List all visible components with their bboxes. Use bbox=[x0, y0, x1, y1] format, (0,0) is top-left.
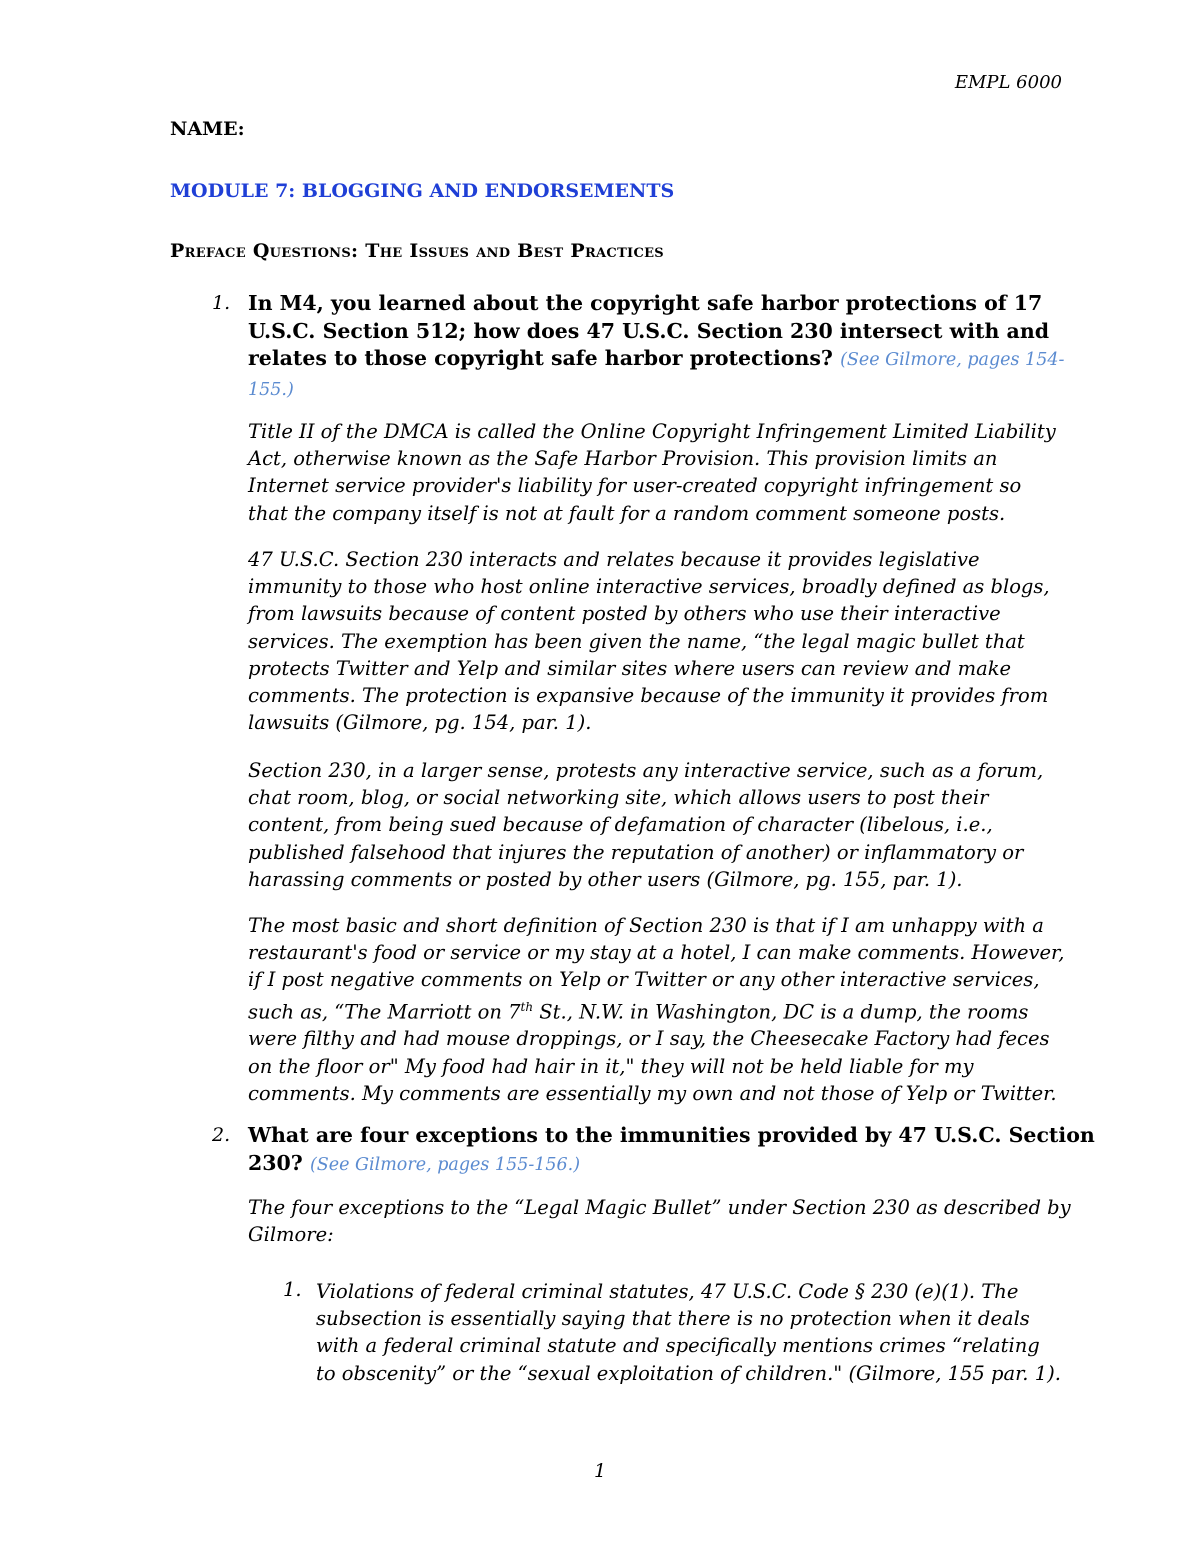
answer-paragraph bbox=[248, 546, 1048, 736]
question-1-line: In M4, you learned about the copyright safe harbor protections of 17 bbox=[248, 291, 1043, 315]
answer-paragraph bbox=[248, 912, 1065, 1107]
answer-line: that the company itself is not at fault for a random comment someone posts. bbox=[248, 501, 1006, 525]
question-2-reference: (See Gilmore, pages 155-156.) bbox=[309, 1154, 581, 1175]
answer-line: restaurant's food or service or my stay at a hotel, I can make comments. However, bbox=[248, 941, 1065, 965]
answer-line: from lawsuits because of content posted by others who use their interactive bbox=[248, 602, 1001, 626]
preface-heading: Preface Questions: The Issues and Best Practices bbox=[170, 240, 664, 262]
answer-paragraph bbox=[248, 1194, 1071, 1248]
answer-line: Act, otherwise known as the Safe Harbor Provision. This provision limits an bbox=[248, 447, 998, 471]
answer-line: protects Twitter and Yelp and similar sites where users can review and make bbox=[248, 656, 1012, 680]
question-1-reference: (See Gilmore, pages 154- bbox=[840, 350, 1065, 370]
answer-line: Gilmore: bbox=[248, 1223, 334, 1247]
answer-line: comments. The protection is expansive because of the immunity it provides from bbox=[248, 684, 1049, 708]
answer-line: lawsuits (Gilmore, pg. 154, par. 1). bbox=[248, 711, 592, 735]
question-2-line-2 bbox=[248, 1150, 1038, 1180]
question-2-number: 2. bbox=[212, 1124, 231, 1146]
sub-item bbox=[316, 1278, 1076, 1387]
answer-text: St., N.W. in Washington, DC is a dump, the rooms bbox=[533, 1000, 1029, 1024]
sub-item-line: with a federal criminal statute and specifically mentions crimes “relating bbox=[316, 1334, 1040, 1358]
answer-line: The four exceptions to the “Legal Magic Bullet” under Section 230 as described by bbox=[248, 1196, 1071, 1219]
question-2-line: What are four exceptions to the immunities provided by 47 U.S.C. Section bbox=[248, 1123, 1095, 1147]
question-1-reference-cont: 155.) bbox=[248, 379, 294, 400]
answer-paragraph bbox=[248, 418, 1056, 527]
answer-line bbox=[248, 994, 1048, 1026]
question-1 bbox=[248, 290, 1065, 404]
ordinal-superscript: th bbox=[520, 999, 534, 1014]
name-label: NAME: bbox=[170, 118, 245, 140]
sub-item-line: to obscenity” or the “sexual exploitation of children." (Gilmore, 155 par. 1). bbox=[316, 1361, 1061, 1385]
course-header: EMPL 6000 bbox=[954, 72, 1062, 93]
answer-line: Internet service provider's liability for user-created copyright infringement so bbox=[248, 474, 1022, 498]
question-1-number: 1. bbox=[212, 292, 231, 314]
sub-item-number: 1. bbox=[283, 1278, 302, 1301]
question-2 bbox=[248, 1122, 1095, 1179]
answer-line: immunity to those who host online interactive services, broadly defined as blogs, bbox=[248, 575, 1050, 599]
answer-line: The most basic and short definition of Section 230 is that if I am unhappy with a bbox=[248, 914, 1044, 937]
answer-line: Title II of the DMCA is called the Online Copyright Infringement Limited Liability bbox=[248, 420, 1056, 443]
answer-line: services. The exemption has been given the name, “the legal magic bullet that bbox=[248, 629, 1025, 653]
question-1-line: U.S.C. Section 512; how does 47 U.S.C. Section 230 intersect with and bbox=[248, 318, 1050, 343]
answer-paragraph bbox=[248, 757, 1048, 893]
question-1-text: relates to those copyright safe harbor protections? bbox=[248, 346, 833, 370]
answer-line: published falsehood that injures the reputation of another) or inflammatory or bbox=[248, 840, 1024, 864]
answer-line: were filthy and had mouse droppings, or I say, the Cheesecake Factory had feces bbox=[248, 1027, 1050, 1051]
module-title: MODULE 7: BLOGGING AND ENDORSEMENTS bbox=[170, 180, 675, 202]
answer-line: content, from being sued because of defamation of character (libelous, i.e., bbox=[248, 813, 993, 837]
answer-line: harassing comments or posted by other users (Gilmore, pg. 155, par. 1). bbox=[248, 867, 963, 891]
answer-line: 47 U.S.C. Section 230 interacts and relates because it provides legislative bbox=[248, 548, 980, 571]
answer-line: if I post negative comments on Yelp or Twitter or any other interactive services, bbox=[248, 968, 1040, 992]
answer-line: on the floor or" My food had hair in it," they will not be held liable for my bbox=[248, 1054, 974, 1078]
page-number: 1 bbox=[593, 1460, 607, 1482]
answer-text: such as, “The Marriott on 7 bbox=[248, 1000, 521, 1024]
question-2-text: 230? bbox=[248, 1150, 303, 1175]
answer-line: comments. My comments are essentially my own and not those of Yelp or Twitter. bbox=[248, 1081, 1057, 1105]
question-1-line-3 bbox=[248, 345, 1065, 375]
answer-line: chat room, blog, or social networking site, which allows users to post their bbox=[248, 786, 989, 810]
sub-item-line: Violations of federal criminal statutes, 47 U.S.C. Code § 230 (e)(1). The bbox=[316, 1280, 1019, 1303]
sub-item-line: subsection is essentially saying that there is no protection when it deals bbox=[316, 1307, 1030, 1331]
answer-line: Section 230, in a larger sense, protests any interactive service, such as a forum, bbox=[248, 759, 1044, 782]
